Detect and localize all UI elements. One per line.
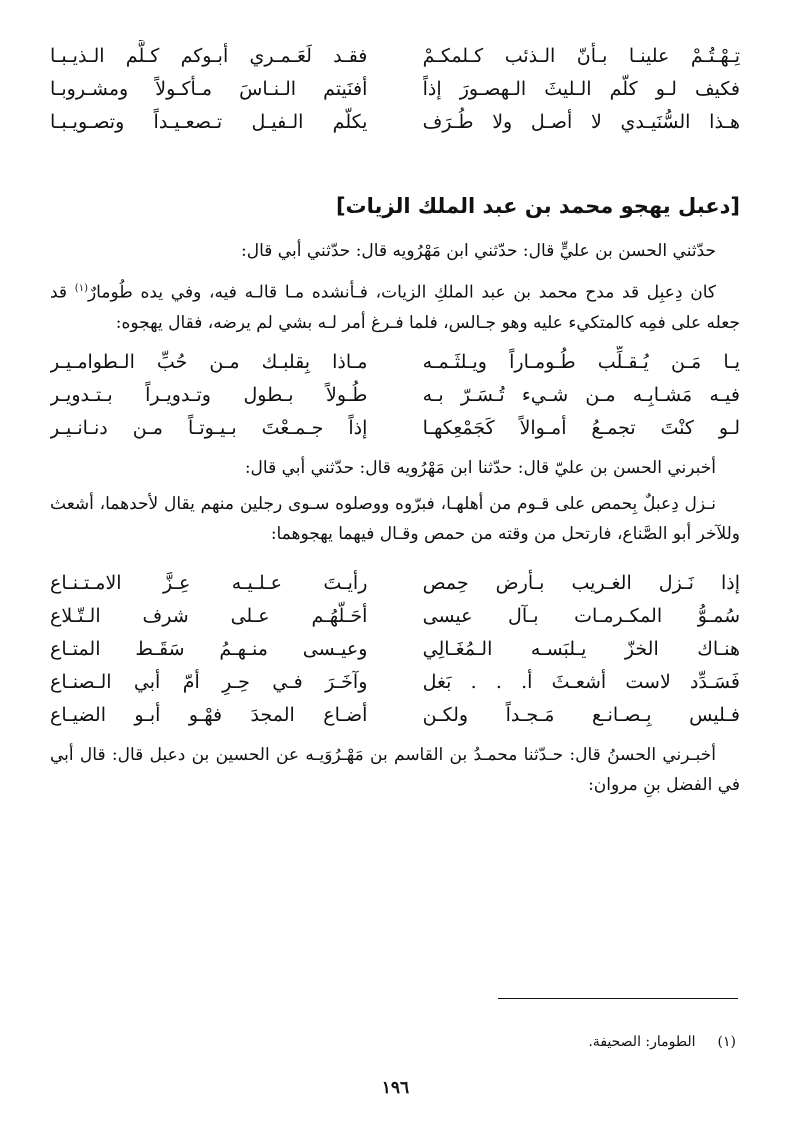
verse-line <box>50 73 740 106</box>
narrative-2: نـزل دِعبلٌ بِحمص على قـوم من أهلهـا، فبرّوه ووصلوه سـوى رجلين منهم يقال لأحدهما، أشعث وللآخر أبو الصَّناع، فارتحل من وقته من حمص وقـال فيهما يهجوهما: <box>50 493 740 544</box>
verse-second-hemistich: يكلّم الـفيـل تـصعـيـداً وتصـويـبـا <box>50 111 368 133</box>
verse-second-hemistich: فقـد لَعَـمـري أبـوكم كـلَّم الـذيـبـا <box>50 45 368 67</box>
verse-line <box>50 633 740 666</box>
verse-first-hemistich: إذا نَـزل الغـريب بـأرض حِمص <box>422 571 740 594</box>
verse-line <box>50 699 740 732</box>
footnote-number: (١) <box>717 1034 736 1050</box>
footnote-text: الطومار: الصحيفة. <box>588 1034 696 1050</box>
verse-first-hemistich: فيـه مَشـابِـه مـن شـيء تُـسَـرّ بـه <box>422 383 740 406</box>
verse-second-hemistich: رأيـتَ عـلـيـه عِـزَّ الامـتـنـاع <box>50 571 368 594</box>
verse-first-hemistich: يـا مَـن يُـقـلِّب طُـومـاراً ويـلثَـمـه <box>422 350 740 373</box>
verse-second-hemistich: أفنَيتم الـنـاسَ مـأكـولاً ومشـروبـا <box>50 78 368 100</box>
verse-first-hemistich: هنـاك الخزّ يـلبَسـه الـمُغَـالِي <box>422 637 740 660</box>
poem-3 <box>50 567 740 732</box>
verse-first-hemistich: سُمـوُّ المكـرمـات بـآل عيسى <box>422 604 740 627</box>
verse-line <box>50 412 740 445</box>
verse-second-hemistich: أحَـلّهُـم عـلى شرف الـتّـلاع <box>50 604 368 627</box>
footnote-ref: (١) <box>74 283 88 294</box>
verse-line <box>50 600 740 633</box>
verse-first-hemistich: فـليس بِـصـانـع مَـجـداً ولكـن <box>422 703 740 726</box>
isnad-2: أخبرني الحسن بن عليّ قال: حدّثنا ابن مَهْرُويه قال: حدّثني أبي قال: <box>244 457 716 478</box>
verse-second-hemistich: وآخَـرَ فـي حِـرِ أمّ أبي الـصنـاع <box>50 670 368 693</box>
verse-second-hemistich: مـاذا بِقلبـك مـن حُبِّ الـطوامـيـر <box>50 350 368 373</box>
verse-line <box>50 379 740 412</box>
page-number: ١٩٦ <box>381 1078 410 1098</box>
isnad-3: أخبـرني الحسنُ قال: حـدّثنا محمـدُ بن القاسم بن مَهْـرُوَيـه عن الحسين بن دعبل قال: قال أبي في الفضل بنِ مروان: <box>50 744 740 795</box>
narrative-1 <box>50 274 740 338</box>
verse-second-hemistich: إذاً جـمـعْتَ بـيـوتـاً مـن دنـانـيـر <box>50 416 368 439</box>
verse-second-hemistich: طُـولاً بـطول وتـدويـراً بـتـدويـر <box>50 383 368 406</box>
verse-first-hemistich: فكيف لـو كلّم الـليثَ الـهصـورَ إذاً <box>422 78 740 100</box>
footnote <box>588 1032 736 1052</box>
narrative-text-cont: قد جعله على فمِه كالمتكيء عليه وهو جـالس، فلما فـرغ أمر لـه بشي لم يرضه، فقال يهجوه: <box>50 282 740 333</box>
verse-first-hemistich: فَسَـدِّد لاست أشعـثَ أ. . . بَغل <box>422 670 740 693</box>
verse-line <box>50 567 740 600</box>
isnad-1: حدّثني الحسن بن عليٍّ قال: حدّثني ابن مَهْرُويه قال: حدّثني أبي قال: <box>241 241 716 261</box>
verse-first-hemistich: لـو كنْتَ تجمـعُ أمـوالاً كَجَمْعِكهـا <box>422 416 740 439</box>
verse-second-hemistich: وعيـسى منـهـمُ سَقَـط المتـاع <box>50 637 368 660</box>
poem-2 <box>50 346 740 445</box>
section-heading: [دعبل يهجو محمد بن عبد الملك الزيات] <box>335 194 740 218</box>
verse-line <box>50 666 740 699</box>
verse-first-hemistich: هـذا السُّنَيـدي لا أصـل ولا طُـرَف <box>422 111 740 133</box>
verse-first-hemistich: تِـهْـتُـمْ علينـا بـأنّ الـذئب كـلمكـمْ <box>422 45 740 67</box>
verse-second-hemistich: أضـاع المجدَ فهْـو أبـو الضيـاع <box>50 703 368 726</box>
verse-line <box>50 346 740 379</box>
footnote-separator <box>498 998 738 999</box>
verse-line <box>50 106 740 139</box>
page-body <box>50 40 740 806</box>
narrative-text: كان دِعبِل قد مدح محمد بن عبد الملكِ الزيات، فـأنشده مـا قالـه فيه، وفي يده طُومارٌ <box>87 282 716 303</box>
poem-1 <box>50 40 740 139</box>
verse-line <box>50 40 740 73</box>
